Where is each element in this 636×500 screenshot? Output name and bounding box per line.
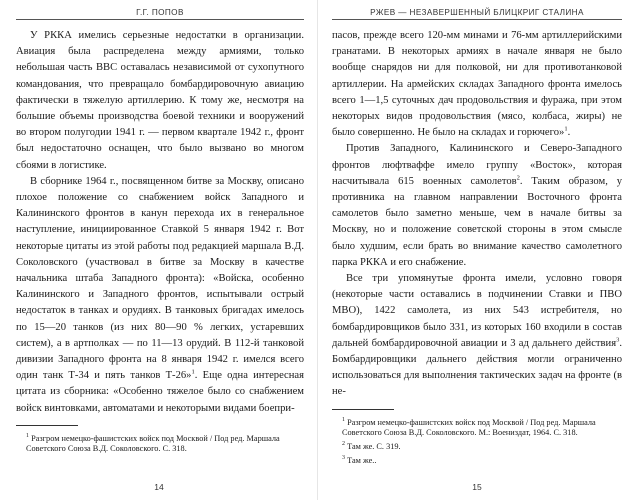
footnote-text: Разгром немецко-фашистских войск под Москвой / Под ред. Маршала Советского Союза В.Д. Соколовского. М.: Воениздат, 1964. С. 318.	[342, 417, 596, 437]
footnote-ref: 1	[191, 368, 195, 376]
footnote	[332, 415, 622, 439]
paragraph	[332, 28, 622, 141]
footnote-mark: 3	[342, 455, 345, 462]
right-page	[318, 0, 636, 500]
page-number-right: 15	[472, 482, 482, 492]
paragraph-tail: . Таким образом, у противника на главном направлении Восточного фронта самолетов было заметно меньше, чем в начале битвы за Москву, но и положение советской стороны в этом смысле было худшим, если брать во внимание качество самолетного парка РККА и его снабжение.	[332, 175, 622, 268]
paragraph	[16, 174, 304, 417]
footnote-ref: 1	[564, 125, 568, 133]
footnote-mark: 1	[26, 432, 29, 439]
footnote-text: Там же..	[347, 456, 377, 466]
footnote	[332, 453, 622, 466]
page-number-left: 14	[154, 482, 164, 492]
paragraph-text: Все три упомянутые фронта имели, условно говоря (некоторые части оставались в подчинении Ставки и ПВО МВО), 1422 самолета, из них 543 истребителя, но бомбардировщиков было 331, из которых 160 входили в состав дальней бомбардировочной авиации и 3 ад дальнего действия	[332, 273, 622, 349]
paragraph-tail: .	[567, 127, 571, 139]
paragraph-tail: .	[194, 370, 203, 382]
paragraph-text: Против Западного, Калининского и Северо-Западного фронтов люфтваффе имело группу «Восток», которая насчитывала 615 военных самолетов	[332, 143, 622, 187]
paragraph-text: пасов, прежде всего 120-мм минами и 76-мм артиллерийскими гранатами. В некоторых армиях в начале января не было вообще снарядов ни для полковой, ни для противотанковой артиллерии. На армейских складах Западного фронта имелось всего 1—1,5 суточных дач продовольствия и фуража, при этом некоторых видов продовольствия (мясо, колбаса, жиры) не было совершенно. Не было на складах и горючего»	[332, 30, 622, 139]
paragraph	[332, 141, 622, 271]
paragraph-tail: . Бомбардировщики дальнего действия могли ограниченно использоваться для выполнения тактических задач на фронте (в не-	[332, 337, 622, 398]
footnote-ref: 3	[616, 336, 620, 344]
paragraph-text: Еще одна интересная цитата из сборника: «Особенно тяжелое было со снабжением войск винтовками, автоматами и некоторыми видами боепри-	[16, 370, 305, 414]
footnote-mark: 1	[342, 416, 345, 423]
footnote-ref: 2	[516, 174, 520, 182]
left-body-text	[16, 28, 304, 417]
footnote-text: Там же. С. 319.	[347, 442, 401, 452]
right-footnotes	[332, 409, 622, 467]
right-body-text	[332, 28, 622, 401]
paragraph: У РККА имелись серьезные недостатки в организации. Авиация была распределена между армиями, только небольшая часть ВВС оставалась независимой от сухопутного командования, что превращало бомбардировочную авиацию фактически в тяжелую артиллерию. К тому же, несмотря на большие объемы производства боевой техники и вооружений во втором полугодии 1941 г. — первом квартале 1942 г., фронт был недостаточно оснащен, что было вызвано во многом сбоями в логистике.	[16, 30, 304, 171]
paragraph	[332, 271, 622, 401]
paragraph-text: В сборнике 1964 г., посвященном битве за Москву, описано плохое положение со снабжением войск Западного и Калининского фронтов в канун перехода их в генеральное наступление, инициированное Ставкой 5 января 1942 г. Вот некоторые цитаты из этой работы под редакцией маршала В.Д. Соколовского (участвовал в битве за Москву в качестве начальника штаба Западного фронта): «Войска, особенно Калининского и Западного фронтов, испытывали острый недостаток в танках и орудиях. В танковых бригадах имелось по 15—20 танков (из них 80—90 % легких, устаревших систем), а в артполках — по 11—13 орудий. В 112-й танковой дивизии Западного фронта на 8 января 1942 г. имелся всего один танк Т-34 и пять танков Т-26»	[16, 175, 304, 382]
footnote-rule	[332, 409, 394, 410]
footnote-rule	[16, 425, 78, 426]
footnote	[332, 439, 622, 452]
footnote-mark: 2	[342, 441, 345, 448]
running-head-left: Г.Г. ПОПОВ	[16, 7, 304, 20]
running-head-right: РЖЕВ — НЕЗАВЕРШЕННЫЙ БЛИЦКРИГ СТАЛИНА	[332, 7, 622, 20]
footnote-text: Разгром немецко-фашистских войск под Москвой / Под ред. Маршала Советского Союза В.Д. Соколовского. С. 318.	[26, 433, 280, 454]
footnote	[16, 431, 304, 455]
left-footnotes	[16, 425, 304, 455]
